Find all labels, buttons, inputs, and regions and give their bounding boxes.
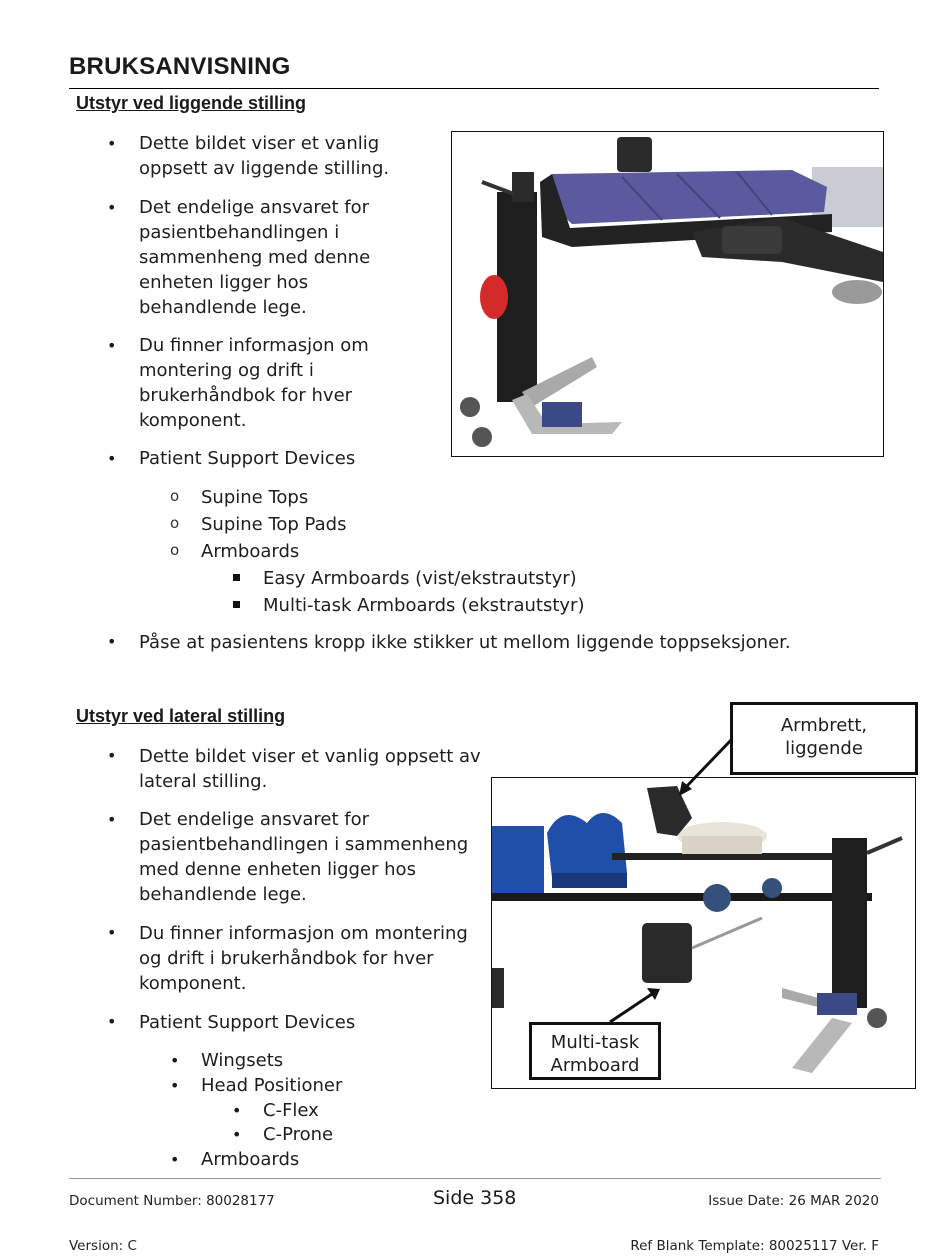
sub-list-item: Wingsets	[201, 1050, 284, 1071]
list-line: lateral stilling.	[139, 771, 268, 792]
bullet-marker: •	[107, 632, 117, 651]
bullet-marker: •	[107, 746, 117, 765]
bullet-marker: •	[107, 1012, 117, 1031]
sub-sub-bullet-marker: •	[232, 1125, 242, 1144]
sub-bullet-marker: o	[170, 487, 180, 505]
sub-list-item: Supine Tops	[201, 487, 309, 508]
sub-list-item: Supine Top Pads	[201, 514, 347, 535]
list-line: enheten ligger hos	[139, 272, 309, 293]
callout-line: Armbrett,	[780, 715, 868, 736]
sub-sub-list-item: C-Prone	[263, 1124, 334, 1145]
sub-sub-list-item: C-Flex	[263, 1100, 319, 1121]
bullet-marker: •	[107, 134, 117, 153]
list-item: Påse at pasientens kropp ikke stikker ut mellom liggende toppseksjoner.	[139, 632, 791, 653]
bullet-marker: •	[107, 810, 117, 829]
list-line: Du finner informasjon om	[139, 335, 369, 356]
sub-sub-bullet-marker: •	[232, 1101, 242, 1120]
list-line: montering og drift i	[139, 360, 314, 381]
list-line: Det endelige ansvaret for	[139, 809, 370, 830]
callout-armboard-supine	[730, 702, 918, 775]
list-line: komponent.	[139, 973, 247, 994]
footer-divider	[69, 1178, 881, 1179]
issue-date: Issue Date: 26 MAR 2020	[708, 1193, 879, 1209]
sub-bullet-marker: •	[170, 1051, 180, 1070]
sub-bullet-marker: o	[170, 514, 180, 532]
sub-bullet-marker: o	[170, 541, 180, 559]
sub-list-item: Armboards	[201, 1149, 300, 1170]
list-item: Patient Support Devices	[139, 448, 356, 469]
callout-multi-task-armboard	[529, 1022, 661, 1080]
arrow-line	[610, 994, 652, 1022]
bullet-marker: •	[107, 336, 117, 355]
list-line: Det endelige ansvaret for	[139, 197, 370, 218]
document-title: BRUKSANVISNING	[69, 53, 291, 80]
list-item: Patient Support Devices	[139, 1012, 356, 1033]
list-line: og drift i brukerhåndbok for hver	[139, 948, 434, 969]
sub-bullet-marker: •	[170, 1076, 180, 1095]
sub-list-item: Armboards	[201, 541, 300, 562]
template-ref: Ref Blank Template: 80025117 Ver. F	[630, 1238, 879, 1254]
list-line: pasientbehandlingen i sammenheng	[139, 834, 469, 855]
callout-line: Armboard	[550, 1055, 640, 1076]
sub-sub-list-item: Multi-task Armboards (ekstrautstyr)	[263, 595, 585, 616]
list-line: sammenheng med denne	[139, 247, 371, 268]
page-number: Side 358	[433, 1187, 517, 1209]
lateral-section-heading: Utstyr ved lateral stilling	[76, 706, 286, 726]
bullet-marker: •	[107, 449, 117, 468]
list-line: brukerhåndbok for hver	[139, 385, 353, 406]
list-line: oppsett av liggende stilling.	[139, 158, 390, 179]
sub-bullet-marker: •	[170, 1150, 180, 1169]
sub-sub-list-item: Easy Armboards (vist/ekstrautstyr)	[263, 568, 577, 589]
version: Version: C	[69, 1238, 137, 1254]
arrow-line	[685, 738, 733, 788]
supine-section-heading: Utstyr ved liggende stilling	[76, 93, 307, 113]
document-number: Document Number: 80028177	[69, 1193, 275, 1209]
bullet-marker: •	[107, 923, 117, 942]
list-line: med denne enheten ligger hos	[139, 859, 416, 880]
sub-list-item: Head Positioner	[201, 1075, 343, 1096]
arrow-head	[647, 988, 660, 1000]
list-line: Dette bildet viser et vanlig oppsett av	[139, 746, 481, 767]
callout-line: liggende	[785, 738, 863, 759]
list-line: Dette bildet viser et vanlig	[139, 133, 380, 154]
bullet-marker: •	[107, 198, 117, 217]
list-line: Du finner informasjon om montering	[139, 923, 468, 944]
list-line: komponent.	[139, 410, 247, 431]
list-line: behandlende lege.	[139, 884, 307, 905]
callout-line: Multi-task	[550, 1032, 640, 1053]
list-line: pasientbehandlingen i	[139, 222, 340, 243]
list-line: behandlende lege.	[139, 297, 307, 318]
